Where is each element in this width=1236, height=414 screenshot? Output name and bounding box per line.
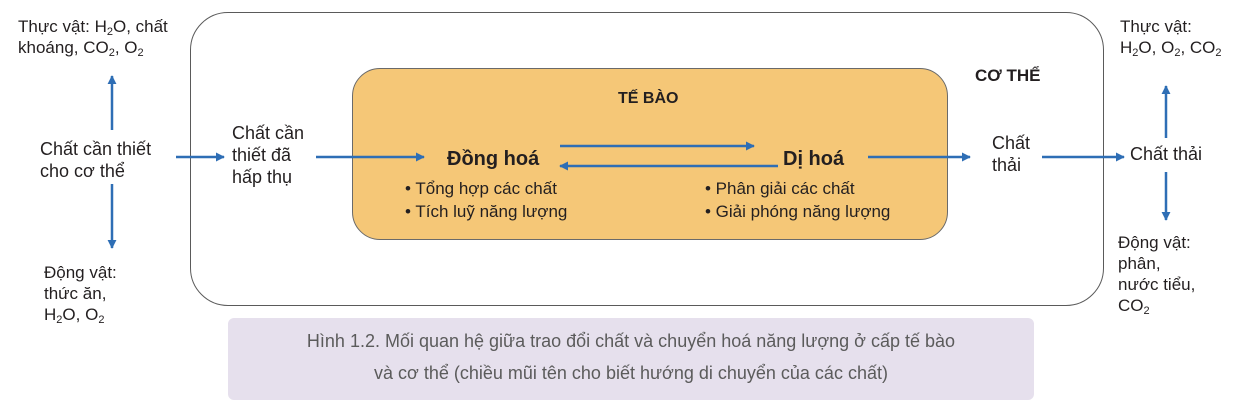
cell-label: TẾ BÀO [618,90,679,107]
animal-outputs: Động vật: phân, nước tiểu, $CO_2$ [1118,233,1196,317]
waste-inner: Chất thải [992,133,1031,175]
anabolism-title: Đồng hoá [447,148,540,170]
waste-outer: Chất thải [1130,144,1203,164]
body-label: CƠ THỂ [975,66,1041,85]
figure-caption: Hình 1.2. Mối quan hệ giữa trao đổi chất và chuyển hoá năng lượng ở cấp tế bào và cơ thể (chiều mũi tên cho biết hướng di chuyển của các chất) [306,331,956,383]
needed-substances: Chất cần thiết cho cơ thể [40,139,152,181]
plant-outputs: Thực vật: $H_2O$, $O_2$, $CO_2$ [1120,17,1222,59]
catabolism-title: Dị hoá [783,148,845,170]
absorbed-substances: Chất cần thiết đã hấp thụ [232,123,305,187]
catabolism-bullets: • Phân giải các chất • Giải phóng năng lượng [705,179,891,221]
anabolism-bullets: • Tổng hợp các chất • Tích luỹ năng lượng [405,179,568,221]
animal-inputs: Động vật: thức ăn, $H_2O$, $O_2$ [44,263,117,326]
plant-inputs: Thực vật: $H_2O$, chất khoáng, $CO_2$, $O_2$ [18,17,168,59]
